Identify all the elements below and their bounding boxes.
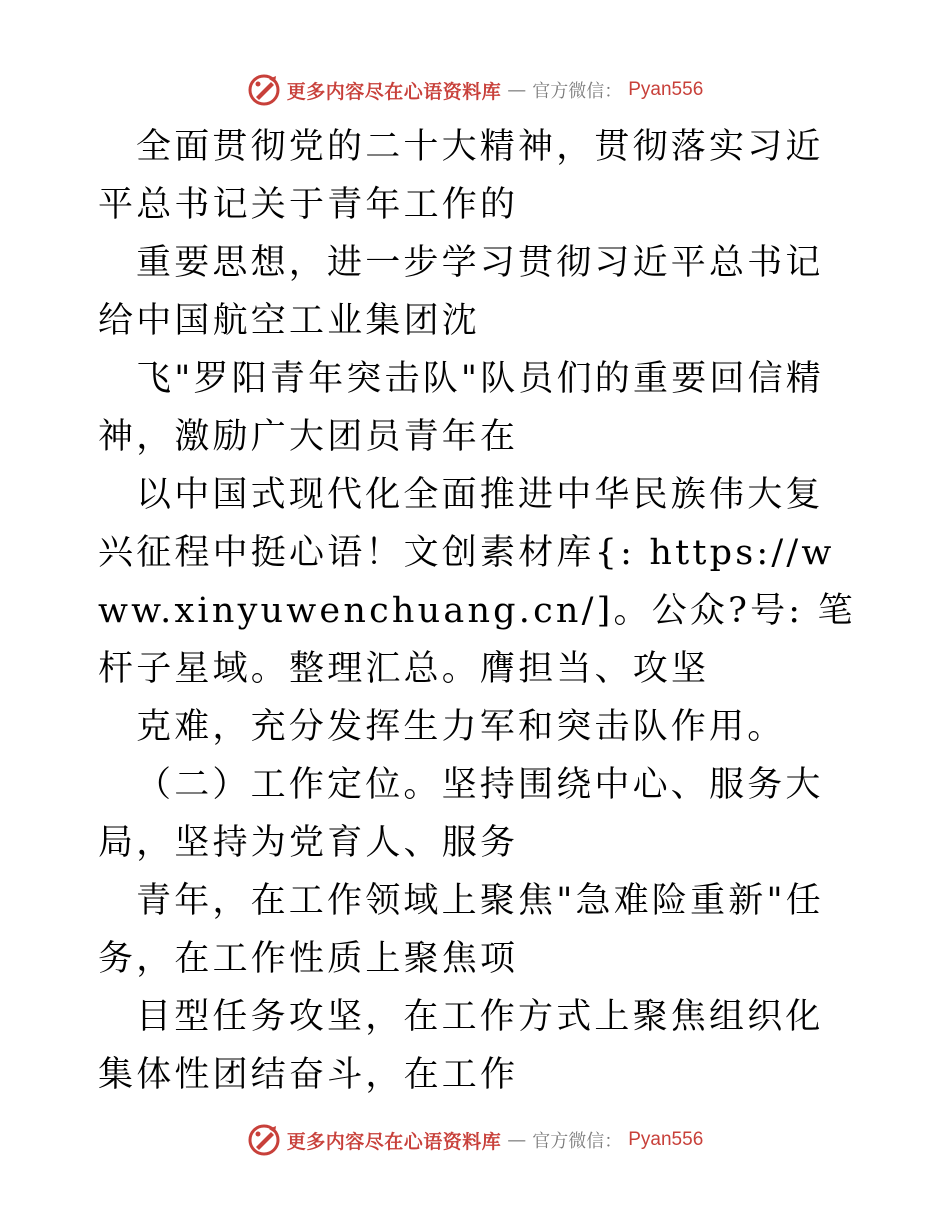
paragraph: 克难，充分发挥生力军和突击队作用。 [136,707,786,747]
document-body [98,118,858,1104]
paragraph: 青年，在工作领域上聚焦"急难险重新"任务，在工作性质上聚焦项 [98,881,824,979]
paragraph: 全面贯彻党的二十大精神，贯彻落实习近平总书记关于青年工作的 [98,127,824,225]
paragraph: 目型任务攻坚，在工作方式上聚焦组织化集体性团结奋斗，在工作 [98,997,824,1095]
watermark-official-label: 官方微信： [532,81,623,102]
watermark-separator: — [507,1129,527,1151]
quill-seal-icon [247,1123,281,1157]
footer-watermark [0,1120,950,1160]
header-watermark [0,70,950,110]
watermark-separator: — [507,79,527,101]
paragraph: （二）工作定位。坚持围绕中心、服务大局，坚持为党育人、服务 [98,765,824,863]
watermark-official-label: 官方微信： [532,1131,623,1152]
paragraph: 重要思想，进一步学习贯彻习近平总书记给中国航空工业集团沈 [98,243,824,341]
paragraph: 飞"罗阳青年突击队"队员们的重要回信精神，激励广大团员青年在 [98,359,824,457]
paragraph: 以中国式现代化全面推进中华民族伟大复兴征程中挺心语！文创素材库{: https://www.xinyuwenchuang.cn/]。公众?号: 笔杆子星域。整理汇总。膺担当、攻坚 [98,475,856,689]
quill-seal-icon [247,73,281,107]
watermark-wechat-id: Pyan556 [628,1129,704,1150]
watermark-wechat-id: Pyan556 [628,79,704,100]
watermark-brand-text: 更多内容尽在心语资料库 [286,1130,502,1153]
watermark-brand-text: 更多内容尽在心语资料库 [286,80,502,103]
